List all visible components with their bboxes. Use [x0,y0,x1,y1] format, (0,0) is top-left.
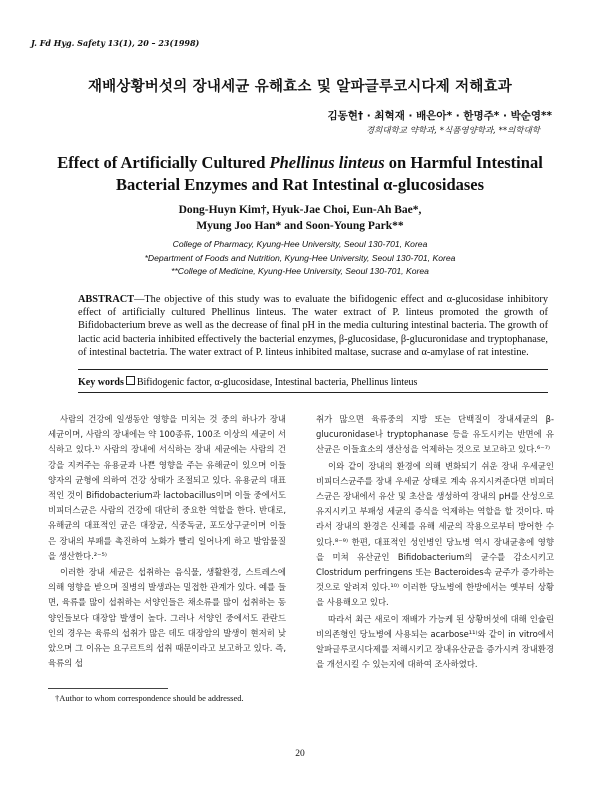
authors-line1: Dong-Huyn Kim†, Hyuk-Jae Choi, Eun-Ah Bae*, [178,204,422,216]
title-line2: Bacterial Enzymes and Rat Intestinal α-glucosidases [115,175,485,194]
divider-bottom [78,392,548,393]
affiliation-pharmacy: College of Pharmacy, Kyung-Hee University, Seoul 130-701, Korea [172,239,428,249]
page-number: 20 [295,749,305,759]
body-paragraph: 취가 많으면 육류중의 지방 또는 단백질이 장내세균의 β-glucuronidase나 tryptophanase 등을 유도시키는 반면에 유산균은 이들효소의 생산성을 억제하는 것으로 보고하고 있다.⁶⁻⁷⁾ [316,414,554,455]
divider-top [78,369,548,370]
korean-title: 재배상황버섯의 장내세균 유해효소 및 알파글루코시다제 저해효과 [87,79,513,95]
english-affiliations [0,238,600,279]
english-authors [0,202,600,234]
keywords [78,376,548,388]
affiliation-medicine: **College of Medicine, Kyung-Hee University, Seoul 130-701, Korea [171,266,429,276]
english-title [40,152,560,196]
korean-authors: 김동현† · 최혁재 · 배은아* · 한명주* · 박순영** [327,110,552,122]
korean-affiliation: 경희대학교 약학과, *식품영양학과, **의학대학 [365,126,540,136]
body-paragraph: 이러한 장내 세균은 섭취하는 음식물, 생활환경, 스트레스에 의해 영향을 받으며 질병의 발생과는 밀접한 관계가 있다. 예를 들면, 육류를 많이 섭취하는 서양인들은 채소류를 많이 섭취하는 동양인들보다 대장암 발생이 높다. 그러나 서양인 중에서도 관란드인의 경우는 육류의 섭취가 많은 데도 대장암의 발생이 현저히 낮았으며 그 이유는 요구르트의 섭취 때문이라고 보고하고 있다. 즉, 육류의 섭 [48,567,286,669]
body-column-left [48,412,286,672]
body-paragraph: 따라서 최근 새로이 재배가 가능케 된 상황버섯에 대해 인슐린 비의존형인 당뇨병에 사용되는 acarbose¹¹⁾와 같이 in vitro에서 알파글루코시다제를 저해시키고 장내유산균을 증가시켜 장내환경을 개선시킬 수 있는지에 대하여 조사하였다. [316,613,554,670]
affiliation-foods: *Department of Foods and Nutrition, Kyung-Hee University, Seoul 130-701, Korea [144,252,456,263]
footnote: †Author to whom correspondence should be addressed. [55,693,244,703]
abstract-label: ABSTRACT [78,294,135,305]
journal-header: J. Fd Hyg. Safety 13(1), 20 – 23(1998) [31,38,200,48]
body-paragraph: 사람의 건강에 일생동안 영향을 미치는 것 중의 하나가 장내 세균이며, 사람의 장내에는 약 100종류, 100조 이상의 세균이 서식하고 있다.¹⁾ 사람의 장내에 서식하는 장내 세균에는 사람의 건강을 지켜주는 유용균과 나쁜 영향을 주는 유해균이 있으며 이들 양자의 균형에 의하여 건강 상태가 조절되고 있다. 유용균의 대표적인 것이 Bifidobacterium과 lactobacillus이며 이들 중에서도 비피더스균은 사람의 건강에 대단히 중요한 역할을 한다. 반대로, 유해균의 대표적인 균은 대장균, 식중독균, 포도상구균이며 이들은 장내의 부패를 촉진하여 노화가 빨리 일어나게 하고 발암물질을 생산한다.²⁻⁵⁾ [48,414,286,561]
footnote-divider [48,688,168,689]
checkbox-glyph-icon [126,376,135,385]
authors-line2: Myung Joo Han* and Soon-Young Park** [196,220,404,232]
body-column-right [316,412,554,673]
title-line1-a: Effect of Artificially Cultured [57,153,270,172]
title-line1-b: on Harmful Intestinal [384,153,543,172]
title-species: Phellinus linteus [269,153,385,172]
keywords-label: Key words [78,377,124,388]
abstract-text: —The objective of this study was to evaluate the bifidogenic effect and α-glucosidase inhibitory effect of artificially cultured Phellinus linteus. The water extract of P. linteus promoted the growth of Bifidobacterium breve as well as the decrease of final pH in the media culturing intestinal bacteria. The growth of lactic acid bacteria inhibited effectively the bacterial enzymes, β-glucosidase, β-glucuronidase and tryptophanase, of intestinal bactetria. The water extract of P. linteus inhibited maltase, sucrase and α-amylase of rat intestine. [78,294,548,358]
keywords-text: Bifidogenic factor, α-glucosidase, Intestinal bacteria, Phellinus linteus [136,377,418,388]
abstract [78,293,548,359]
body-paragraph: 이와 같이 장내의 환경에 의해 변화되기 쉬운 장내 우세균인 비피더스균주를 장내 우세균 상태로 계속 유지시켜준다면 비피더스균은 장내에서 유산 및 초산을 생성하여 장내의 pH를 산성으로 유지시키고 부패성 세균의 증식을 억제하는 역할을 할 것이다. 따라서 장내의 환경은 신체를 유해 세균의 작용으로부터 방어한 수 있다.⁸⁻⁹⁾ 한편, 대표적인 성인병인 당뇨병 역시 장내균총에 영향을 미쳐 유산균인 Bifidobacterium의 균수를 감소시키고 Clostridum perfringens 또는 Bacteroides속 균주가 증가하는 것으로 알려져 있다.¹⁰⁾ 이러한 당뇨병에 한방에서는 옛부터 상황을 사용해오고 있다. [316,460,554,608]
